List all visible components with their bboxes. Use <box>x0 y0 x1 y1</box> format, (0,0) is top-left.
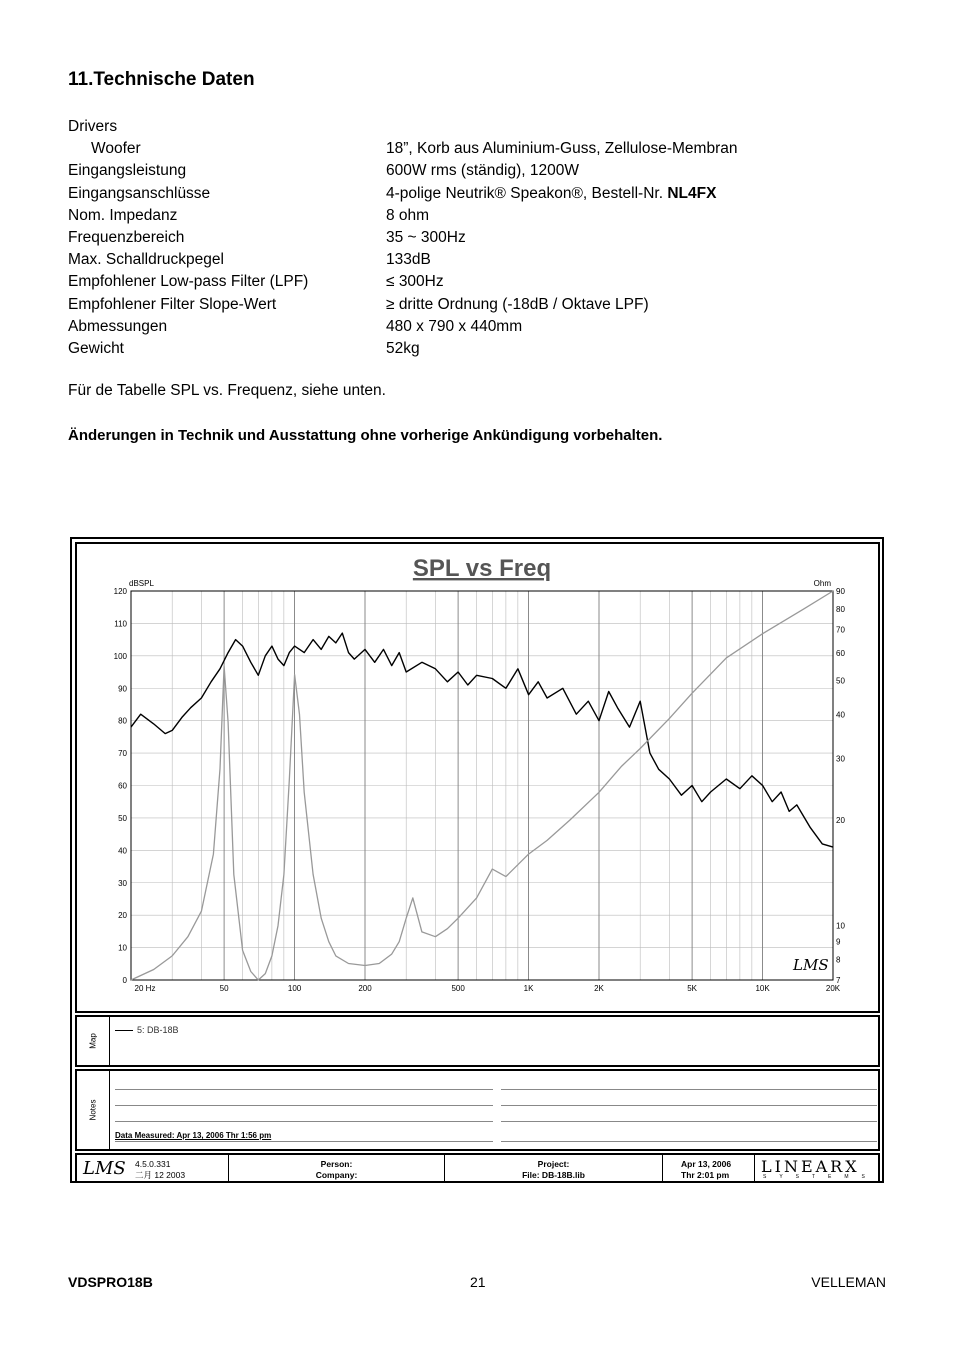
x-tick-label: 2K <box>594 984 604 993</box>
chart-reference-note: Für de Tabelle SPL vs. Frequenz, siehe unten. <box>68 382 386 399</box>
spec-value-text: 4-polige Neutrik® Speakon®, Bestell-Nr. <box>386 184 668 202</box>
x-tick-label: 500 <box>451 984 465 993</box>
legend-text: 5: DB-18B <box>137 1025 179 1035</box>
spec-row <box>68 249 888 271</box>
legend-line-swatch <box>115 1030 133 1031</box>
y-tick-label: 70 <box>118 749 127 759</box>
y2-tick-label: 9 <box>836 937 841 947</box>
y2-tick-label: 10 <box>836 921 845 931</box>
x-tick-label: 20K <box>825 984 841 993</box>
y-tick-label: 120 <box>113 587 127 596</box>
spec-key: Drivers <box>68 118 118 135</box>
x-tick-label: 20 Hz <box>134 984 156 993</box>
spec-value <box>386 227 466 249</box>
spec-table <box>68 116 888 360</box>
person-cell <box>229 1155 445 1181</box>
disclaimer-note: Änderungen in Technik und Ausstattung ohne vorherige Ankündigung vorbehalten. <box>68 427 663 444</box>
report-time: Thr 2:01 pm <box>681 1170 730 1180</box>
spec-value-text: ≤ 300Hz <box>386 273 444 291</box>
spec-value <box>386 138 737 160</box>
spec-key: Abmessungen <box>68 317 168 335</box>
spec-value <box>386 316 522 338</box>
info-bar <box>75 1153 880 1183</box>
spec-key: Empfohlener Low-pass Filter (LPF) <box>68 273 309 291</box>
note-line <box>501 1105 877 1106</box>
report-date: Apr 13, 2006 <box>681 1159 732 1169</box>
spec-row <box>68 271 888 293</box>
spec-value-text: 133dB <box>386 251 431 269</box>
x-tick-label: 10K <box>755 984 770 993</box>
footer-model: VDSPRO18B <box>68 1274 153 1290</box>
spec-row <box>68 183 888 205</box>
x-tick-label: 200 <box>358 984 372 993</box>
y2-tick-label: 20 <box>836 816 845 826</box>
x-tick-label: 50 <box>219 984 229 993</box>
spec-row <box>68 205 888 227</box>
spec-key: Frequenzbereich <box>68 228 185 246</box>
footer-page-number: 21 <box>470 1274 486 1290</box>
note-line <box>501 1121 877 1122</box>
chart-panel <box>75 542 880 1013</box>
note-line <box>115 1141 493 1142</box>
lms-watermark: LMS <box>793 956 829 974</box>
y-tick-label: 80 <box>118 716 127 726</box>
spec-value-text: 18”, Korb aus Aluminium-Guss, Zellulose-Membran <box>386 140 738 158</box>
section-heading: 11.Technische Daten <box>68 69 255 90</box>
spec-value <box>386 160 579 182</box>
note-line <box>501 1089 877 1090</box>
spec-value-text: 35 ~ 300Hz <box>386 228 466 246</box>
y-tick-label: 50 <box>118 813 127 823</box>
spec-value <box>386 338 420 360</box>
lms-report-sheet <box>70 537 884 1183</box>
linearx-logo: LINEARX <box>761 1157 860 1176</box>
y-tick-label: 30 <box>118 878 127 888</box>
note-line <box>115 1105 493 1106</box>
file-label: File: DB-18B.lib <box>522 1170 585 1180</box>
y-tick-label: 0 <box>122 976 127 985</box>
spec-value <box>386 294 649 316</box>
spec-key: Eingangsanschlüsse <box>68 184 211 202</box>
date-cell <box>663 1155 755 1181</box>
spec-value-text: 600W rms (ständig), 1200W <box>386 162 579 180</box>
y2-tick-label: 30 <box>836 754 845 764</box>
spec-value-text: 52kg <box>386 339 420 357</box>
x-tick-label: 1K <box>523 984 534 993</box>
spec-value-bold: NL4FX <box>667 184 717 202</box>
y-axis-label: dBSPL <box>129 579 154 588</box>
spec-key: Nom. Impedanz <box>68 206 178 224</box>
y2-tick-label: 90 <box>836 587 845 596</box>
y-tick-label: 60 <box>118 781 127 791</box>
chart-title: SPL vs Freq <box>412 555 552 582</box>
spec-key: Empfohlener Filter Slope-Wert <box>68 295 277 313</box>
spec-row <box>68 316 888 338</box>
map-label: Map <box>88 1033 98 1049</box>
y2-tick-label: 60 <box>836 648 845 658</box>
spec-row <box>68 160 888 182</box>
x-tick-label: 100 <box>287 984 302 993</box>
linearx-sub: SYSTEMS <box>763 1174 878 1180</box>
spec-value <box>386 205 429 227</box>
y2-axis-label: Ohm <box>813 579 831 588</box>
notes-label: Notes <box>88 1099 98 1121</box>
spec-row <box>68 227 888 249</box>
version-cell <box>77 1155 229 1181</box>
y-tick-label: 110 <box>114 619 127 629</box>
spec-row <box>68 116 888 138</box>
spec-key: Woofer <box>91 140 141 158</box>
spec-value <box>386 183 716 205</box>
footer-brand: VELLEMAN <box>811 1274 886 1290</box>
spec-value <box>386 249 431 271</box>
spl-curve <box>131 633 833 847</box>
y2-tick-label: 70 <box>836 625 845 635</box>
spec-value-text: 8 ohm <box>386 206 430 224</box>
map-legend <box>115 1025 179 1035</box>
y2-tick-label: 80 <box>836 604 845 614</box>
version-date: 二月 12 2003 <box>135 1170 186 1180</box>
note-line <box>115 1089 493 1090</box>
y2-tick-label: 50 <box>836 676 845 686</box>
spec-value-text: ≥ dritte Ordnung (-18dB / Oktave LPF) <box>386 295 649 313</box>
measured-date: Data Measured: Apr 13, 2006 Thr 1:56 pm <box>115 1131 272 1140</box>
spec-row <box>68 138 888 160</box>
version-number: 4.5.0.331 <box>135 1159 171 1169</box>
map-panel <box>75 1015 880 1067</box>
y-tick-label: 40 <box>118 846 127 856</box>
note-line <box>501 1141 877 1142</box>
lms-logo: LMS <box>83 1158 126 1179</box>
company-label: Company: <box>315 1170 358 1180</box>
spl-chart <box>77 544 882 1011</box>
spec-row <box>68 294 888 316</box>
y2-tick-label: 8 <box>836 955 841 965</box>
project-cell <box>445 1155 663 1181</box>
spec-value-text: 480 x 790 x 440mm <box>386 317 523 335</box>
y-tick-label: 100 <box>113 651 127 661</box>
spec-row <box>68 338 888 360</box>
person-label: Person: <box>320 1159 353 1169</box>
y-tick-label: 20 <box>118 911 127 921</box>
project-label: Project: <box>537 1159 570 1169</box>
spec-value <box>386 271 444 293</box>
spec-key: Eingangsleistung <box>68 162 187 180</box>
x-tick-label: 5K <box>687 984 698 993</box>
y-tick-label: 90 <box>118 684 127 694</box>
y-tick-label: 10 <box>118 943 127 953</box>
note-line <box>115 1121 493 1122</box>
y2-tick-label: 7 <box>836 976 841 985</box>
y2-tick-label: 40 <box>836 710 845 720</box>
notes-panel <box>75 1069 880 1151</box>
spec-key: Max. Schalldruckpegel <box>68 251 224 269</box>
spec-key: Gewicht <box>68 339 124 357</box>
brand-cell <box>755 1155 878 1181</box>
